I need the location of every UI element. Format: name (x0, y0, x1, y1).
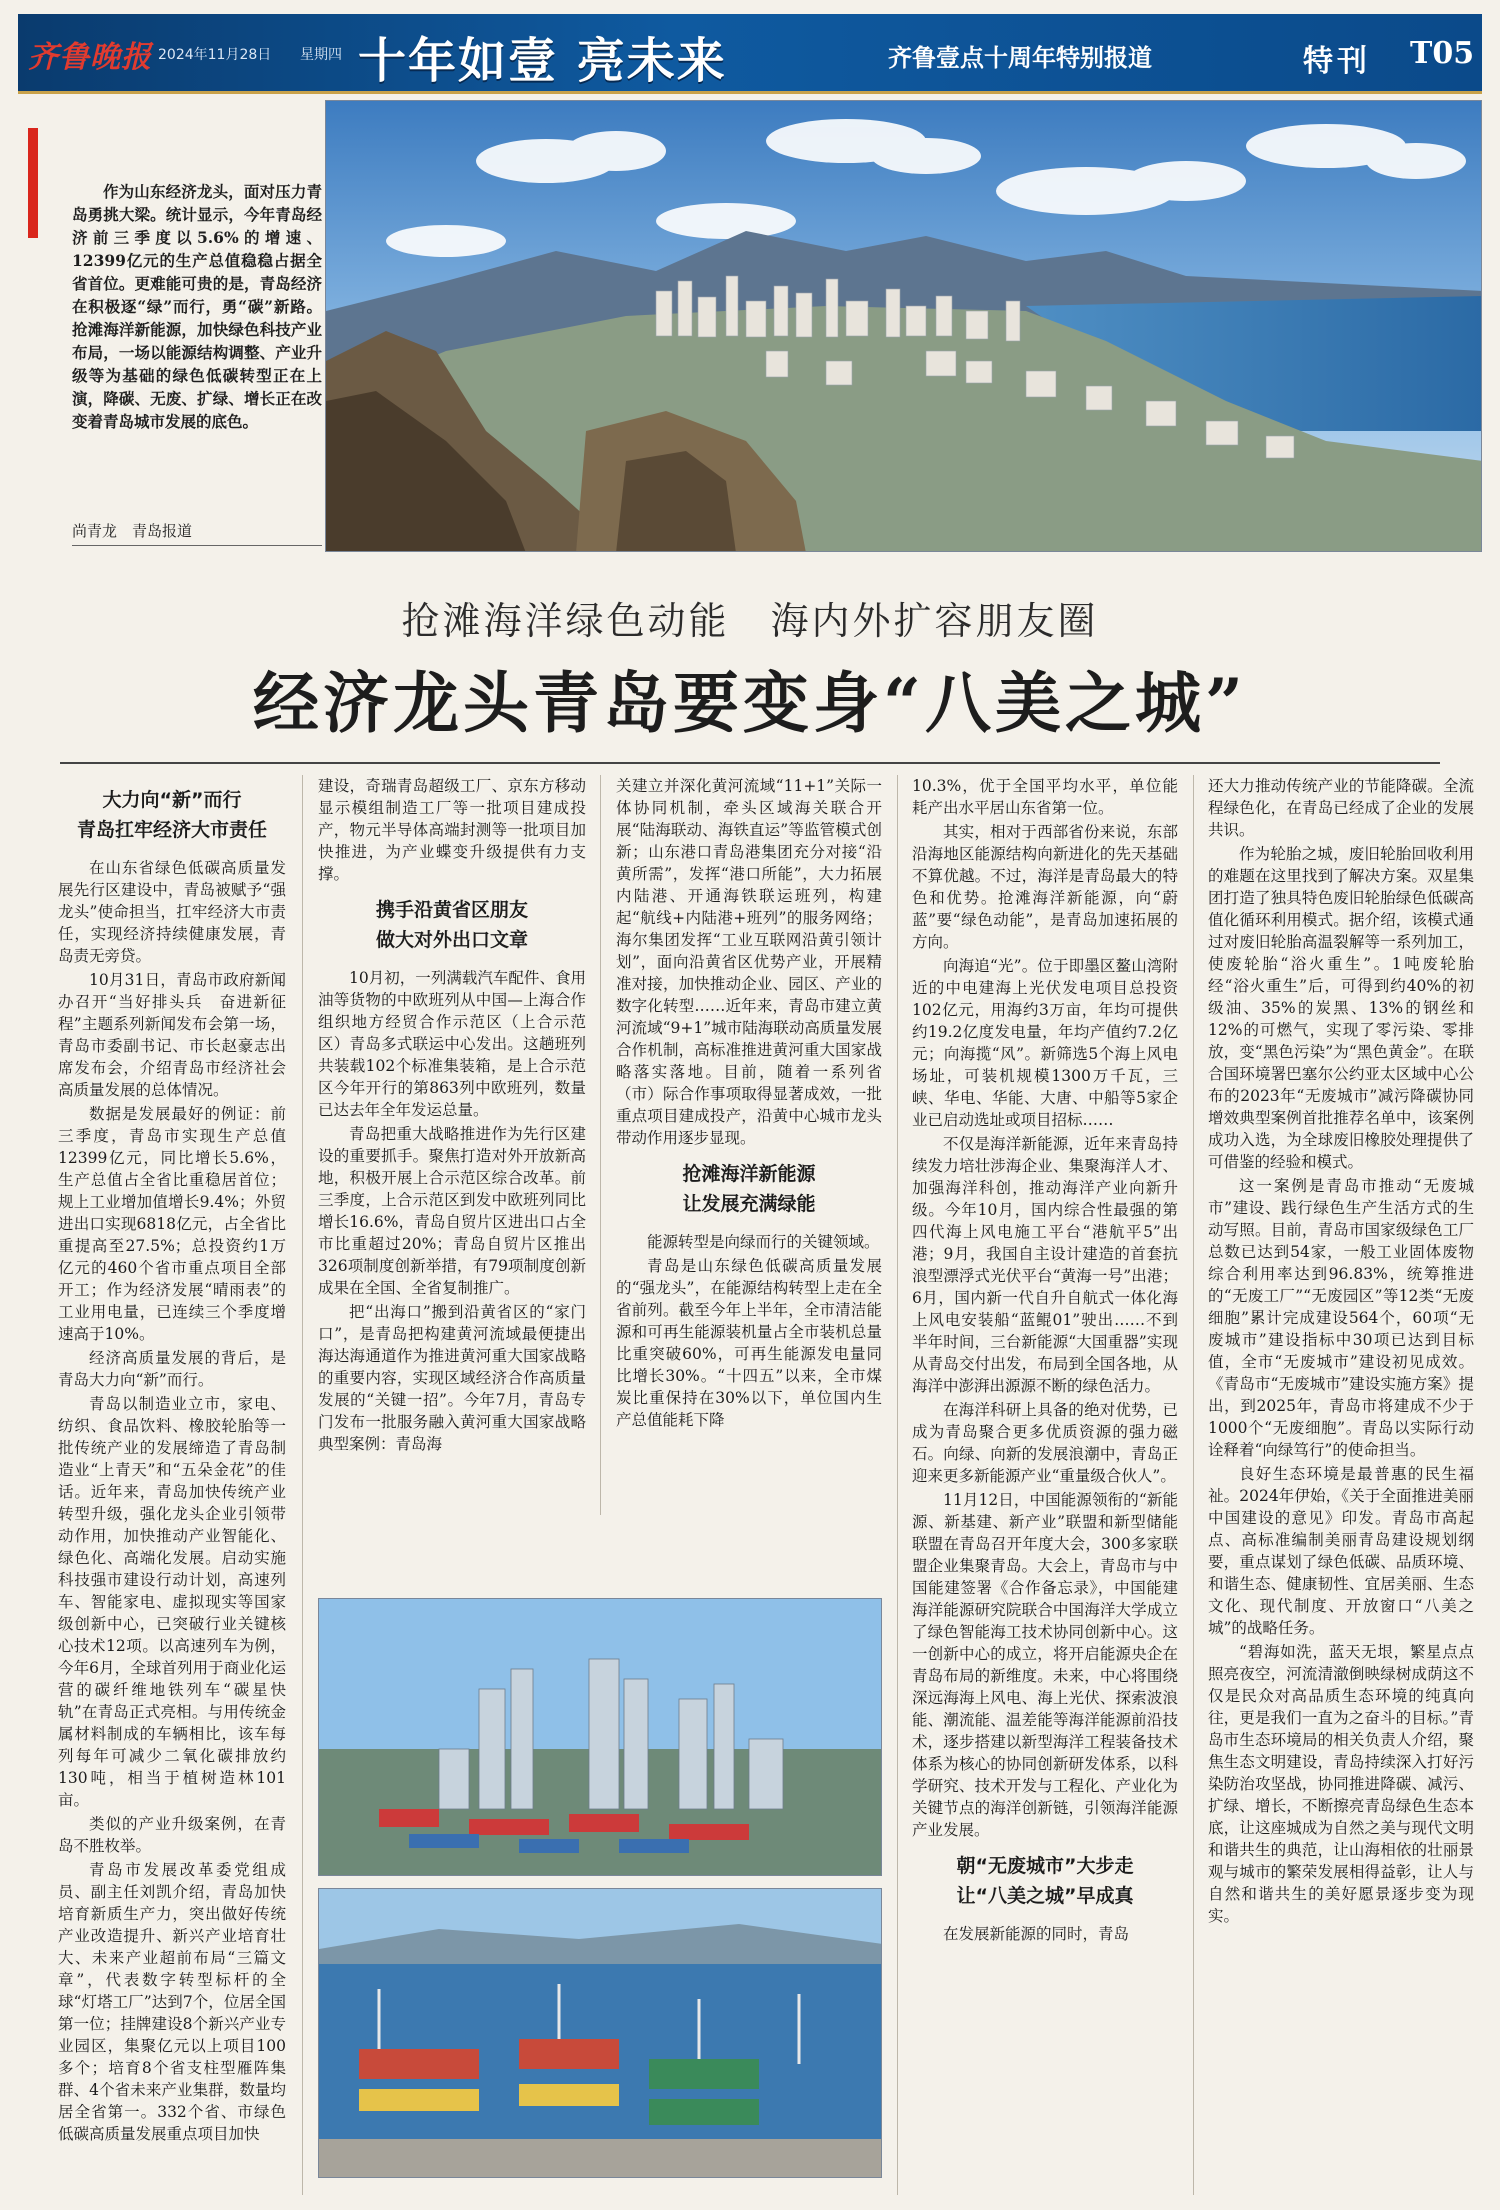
paragraph: 青岛把重大战略推进作为先行区建设的重要抓手。聚焦打造对外开放新高地，积极开展上合示范区综合改革。前三季度，上合示范区到发中欧班列同比增长16.6%，青岛自贸片区进出口占全市比重超过20%；青岛自贸片区推出326项制度创新举措，有79项制度创新成果在全国、全省复制推广。 (318, 1125, 586, 1297)
paragraph: 良好生态环境是最普惠的民生福祉。2024年伊始，《关于全面推进美丽中国建设的意见》印发。青岛市高起点、高标准编制美丽青岛建设规划纲要，重点谋划了绿色低碳、品质环境、和谐生态、健康韧性、宜居美丽、生态文化、现代制度、开放窗口“八美之城”的战略任务。 (1208, 1465, 1474, 1637)
anniversary-motto: 十年如壹 亮未来 (358, 33, 727, 89)
paragraph: 在山东省绿色低碳高质量发展先行区建设中，青岛被赋予“强龙头”使命担当，扛牢经济大市责任，实现经济持续健康发展，青岛责无旁贷。 (58, 859, 286, 965)
issue-weekday: 星期四 (300, 47, 342, 63)
article-column-4 (912, 775, 1178, 2195)
paragraph: 不仅是海洋新能源，近年来青岛持续发力培壮涉海企业、集聚海洋人才、加强海洋科创，推动海洋产业向新升级。今年10月，国内综合性最强的第四代海上风电施工平台“港航平5”出港；9月，我国自主设计建造的首套抗浪型漂浮式光伏平台“黄海一号”出港；6月，国内新一代自升自航式一体化海上风电安装船“蓝鲲01”驶出……不到半年时间，三台新能源“大国重器”实现从青岛交付出发，布局到全国各地，从海洋中澎湃出源源不断的绿色活力。 (912, 1135, 1178, 1395)
paragraph: 在海洋科研上具备的绝对优势，已成为青岛聚合更多优质资源的强力磁石。向绿、向新的发展浪潮中，青岛正迎来更多新能源产业“重量级合伙人”。 (912, 1401, 1178, 1485)
headline-divider (60, 762, 1440, 764)
column-divider (897, 775, 898, 2195)
section-subtitle-4 (912, 1851, 1178, 1911)
lead-box (28, 128, 322, 548)
issue-date: 2024年11月28日 (158, 47, 272, 63)
section-subtitle-3 (616, 1159, 882, 1219)
byline: 尚青龙 青岛报道 (72, 520, 322, 546)
section-subtitle-1 (58, 785, 286, 845)
hero-photo-qingdao-skyline (325, 100, 1482, 552)
paragraph: 青岛是山东绿色低碳高质量发展的“强龙头”，在能源结构转型上走在全省前列。截至今年上半年，全市清洁能源和可再生能源装机量占全市装机总量比重突破60%，可再生能源发电量同比增长30%。“十四五”以来，全市煤炭比重保持在30%以下，单位国内生产总值能耗下降 (616, 1257, 882, 1429)
paragraph: 11月12日，中国能源领衔的“新能源、新基建、新产业”联盟和新型储能联盟在青岛召开年度大会，300多家联盟企业集聚青岛。大会上，青岛市与中国能建签署《合作备忘录》，中国能建海洋能源研究院联合中国海洋大学成立了绿色智能海工技术协同创新中心。这一创新中心的成立，将开启能源央企在青岛布局的新维度。未来，中心将围绕深远海海上风电、海上光伏、探索波浪能、潮流能、温差能等海洋能源前沿技术，逐步搭建以新型海洋工程装备技术体系为核心的协同创新研发体系，以科学研究、技术开发与工程化、产业化为关键节点的海洋创新链，引领海洋能源产业发展。 (912, 1491, 1178, 1839)
main-headline: 经济龙头青岛要变身“八美之城” (253, 664, 1247, 742)
section-subtitle-line: 携手沿黄省区朋友 (375, 899, 528, 921)
section-subtitle-line: 大力向“新”而行 (102, 789, 242, 811)
paragraph: 这一案例是青岛市推动“无废城市”建设、践行绿色生产生活方式的生动写照。目前，青岛市国家级绿色工厂总数已达到54家，一般工业固体废物综合利用率达到96.83%，统筹推进的“无废工厂”“无废园区”等12类“无废细胞”累计完成建设564个，60项“无废城市”建设指标中30项已达到目标值，全市“无废城市”建设初见成效。《青岛市“无废城市”建设实施方案》提出，到2025年，青岛市将建成不少于1000个“无废细胞”。青岛以实际行动诠释着“向绿笃行”的使命担当。 (1208, 1177, 1474, 1459)
paragraph: 向海追“光”。位于即墨区鳌山湾附近的中电建海上光伏发电项目总投资102亿元，用海约3万亩，年均可提供约19.2亿度发电量，年均产值约7.2亿元；向海揽“风”。新筛选5个海上风电场址，可装机规模1300万千瓦，三峡、华电、华能、大唐、中船等5家企业已启动选址或项目招标…… (912, 957, 1178, 1129)
paragraph: 10.3%，优于全国平均水平，单位能耗产出水平居山东省第一位。 (912, 777, 1178, 817)
paragraph: 能源转型是向绿而行的关键领域。 (647, 1233, 880, 1251)
paragraph: 还大力推动传统产业的节能降碳。全流程绿色化，在青岛已经成了企业的发展共识。 (1208, 777, 1474, 839)
special-report-title: 齐鲁壹点十周年特别报道 (888, 44, 1152, 72)
article-column-1 (58, 775, 286, 2195)
towers-illustration (319, 1599, 882, 1876)
section-subtitle-line: 让“八美之城”早成真 (956, 1885, 1134, 1907)
section-subtitle-line: 让发展充满绿能 (682, 1193, 816, 1215)
lead-accent-bar (28, 128, 38, 238)
paragraph: 建设，奇瑞青岛超级工厂、京东方移动显示模组制造工厂等一批项目建成投产，物元半导体高端封测等一批项目加快推进，为产业蝶变升级提供有力支撑。 (318, 777, 586, 883)
column-divider (302, 775, 303, 2195)
photo-block (318, 1598, 882, 2178)
paragraph: 数据是发展最好的例证：前三季度，青岛市实现生产总值12399亿元，同比增长5.6%，生产总值占全省比重稳居首位；规上工业增加值增长9.4%；外贸进出口实现6818亿元，占全省比重提高至27.5%；总投资约1万亿元的460个省市重点项目全部开工；作为经济发展“晴雨表”的工业用电量，已连续三个季度增速高于10%。 (58, 1105, 286, 1343)
article-column-3 (616, 775, 882, 1515)
port-illustration (319, 1889, 882, 2178)
column-divider (600, 775, 601, 1515)
paragraph: 青岛以制造业立市，家电、纺织、食品饮料、橡胶轮胎等一批传统产业的发展缔造了青岛制造业“上青天”和“五朵金花”的佳话。近年来，青岛加快传统产业转型升级，强化龙头企业引领带动作用，加快推动产业智能化、绿色化、高端化发展。启动实施科技强市建设行动计划，高速列车、智能家电、虚拟现实等国家级创新中心，已突破行业关键核心技术12项。以高速列车为例，今年6月，全球首列用于商业化运营的碳纤维地铁列车“碳星快轨”在青岛正式亮相。与用传统金属材料制成的车辆相比，该车每列每年可减少二氧化碳排放约130吨，相当于植树造林101亩。 (58, 1395, 286, 1809)
paragraph: 关建立并深化黄河流域“11+1”关际一体协同机制，牵头区域海关联合开展“陆海联动、海铁直运”等监管模式创新；山东港口青岛港集团充分对接“沿黄所需”，发挥“港口所能”，大力拓展内陆港、开通海铁联运班列，构建起“航线+内陆港+班列”的服务网络；海尔集团发挥“工业互联网沿黄引领计划”，面向沿黄省区优势产业，开展精准对接，加快推动企业、园区、产业的数字化转型……近年来，青岛市建立黄河流域“9+1”城市陆海联动高质量发展合作机制，高标准推进黄河重大国家战略落实落地。目前，随着一系列省（市）际合作事项取得显著成效，一批重点项目建成投产，沿黄中心城市龙头带动作用逐步显现。 (616, 777, 882, 1147)
sub-headline: 抢滩海洋绿色动能 海内外扩容朋友圈 (401, 599, 1099, 643)
photo-container-port (318, 1888, 882, 2178)
masthead (18, 14, 1482, 94)
section-label: 特刊 (1303, 44, 1371, 79)
section-subtitle-line: 抢滩海洋新能源 (682, 1163, 816, 1185)
paragraph: 经济高质量发展的背后，是青岛大力向“新”而行。 (58, 1349, 286, 1389)
newspaper-logo: 齐鲁晚报 (28, 40, 152, 75)
skyline-illustration (326, 101, 1482, 552)
section-subtitle-line: 朝“无废城市”大步走 (956, 1855, 1134, 1877)
paragraph: 在发展新能源的同时，青岛 (943, 1925, 1130, 1943)
paragraph: 青岛市发展改革委党组成员、副主任刘凯介绍，青岛加快培育新质生产力，突出做好传统产业改造提升、新兴产业培育壮大、未来产业超前布局“三篇文章”，代表数字转型标杆的全球“灯塔工厂”达到7个，位居全国第一位；挂牌建设8个新兴产业专业园区，集聚亿元以上项目100多个；培育8个省支柱型雁阵集群、4个省未来产业集群，数量均居全省第一。332个省、市绿色低碳高质量发展重点项目加快 (58, 1861, 286, 2143)
paragraph: 10月31日，青岛市政府新闻办召开“当好排头兵 奋进新征程”主题系列新闻发布会第一场，青岛市委副书记、市长赵豪志出席发布会，介绍青岛市经济社会高质量发展的总体情况。 (58, 971, 286, 1099)
column-divider (1193, 775, 1194, 2195)
section-subtitle-2 (318, 895, 586, 955)
photo-city-towers (318, 1598, 882, 1876)
paragraph: 把“出海口”搬到沿黄省区的“家门口”，是青岛把构建黄河流域最便捷出海达海通道作为推进黄河重大国家战略的重要内容，实现区域经济合作高质量发展的“关键一招”。今年7月，青岛专门发布一批服务融入黄河重大国家战略典型案例：青岛海 (318, 1303, 586, 1453)
paragraph: 其实，相对于西部省份来说，东部沿海地区能源结构向新进化的先天基础不算优越。不过，海洋是青岛最大的特色和优势。抢滩海洋新能源，向“蔚蓝”要“绿色动能”，是青岛加速拓展的方向。 (912, 823, 1178, 951)
article-column-5 (1208, 775, 1474, 2195)
section-subtitle-line: 青岛扛牢经济大市责任 (76, 819, 267, 841)
paragraph: “碧海如洗，蓝天无垠，繁星点点照亮夜空，河流清澈倒映绿树成荫这不仅是民众对高品质生态环境的纯真向往，更是我们一直为之奋斗的目标。”青岛市生态环境局的相关负责人介绍，聚焦生态文明建设，青岛持续深入打好污染防治攻坚战，协同推进降碳、减污、扩绿、增长，不断擦亮青岛绿色生态本底，让这座城成为自然之美与现代文明和谐共生的典范，让山海相依的壮丽景观与城市的繁荣发展相得益彰，让人与自然和谐共生的美好愿景逐步变为现实。 (1208, 1643, 1474, 1925)
section-subtitle-line: 做大对外出口文章 (375, 929, 528, 951)
lead-paragraph: 作为山东经济龙头，面对压力青岛勇挑大梁。统计显示，今年青岛经济前三季度以5.6%的增速、12399亿元的生产总值稳稳占据全省首位。更难能可贵的是，青岛经济在积极逐“绿”而行，勇“碳”新路。抢滩海洋新能源，加快绿色科技产业布局，一场以能源结构调整、产业升级等为基础的绿色低碳转型正在上演，降碳、无废、扩绿、增长正在改变着青岛城市发展的底色。 (72, 182, 322, 431)
article-column-2 (318, 775, 586, 1515)
paragraph: 作为轮胎之城，废旧轮胎回收利用的难题在这里找到了解决方案。双星集团打造了独具特色废旧轮胎绿色低碳高值化循环利用模式。据介绍，该模式通过对废旧轮胎高温裂解等一系列加工，使废轮胎“浴火重生”。1吨废轮胎经“浴火重生”后，可得到约40%的初级油、35%的炭黑、13%的钢丝和12%的可燃气，实现了零污染、零排放，变“黑色污染”为“黑色黄金”。在联合国环境署巴塞尔公约亚太区域中心公布的2023年“无废城市”减污降碳协同增效典型案例首批推荐名单中，该案例成功入选，为全球废旧橡胶处理提供了可借鉴的经验和模式。 (1208, 845, 1474, 1171)
paragraph: 类似的产业升级案例，在青岛不胜枚举。 (58, 1815, 286, 1855)
page-number: T05 (1410, 36, 1475, 71)
paragraph: 10月初，一列满载汽车配件、食用油等货物的中欧班列从中国—上海合作组织地方经贸合作示范区（上合示范区）青岛多式联运中心发出。这趟班列共装载102个标准集装箱，是上合示范区今年开行的第863列中欧班列，数量已达去年全年发运总量。 (318, 969, 586, 1119)
